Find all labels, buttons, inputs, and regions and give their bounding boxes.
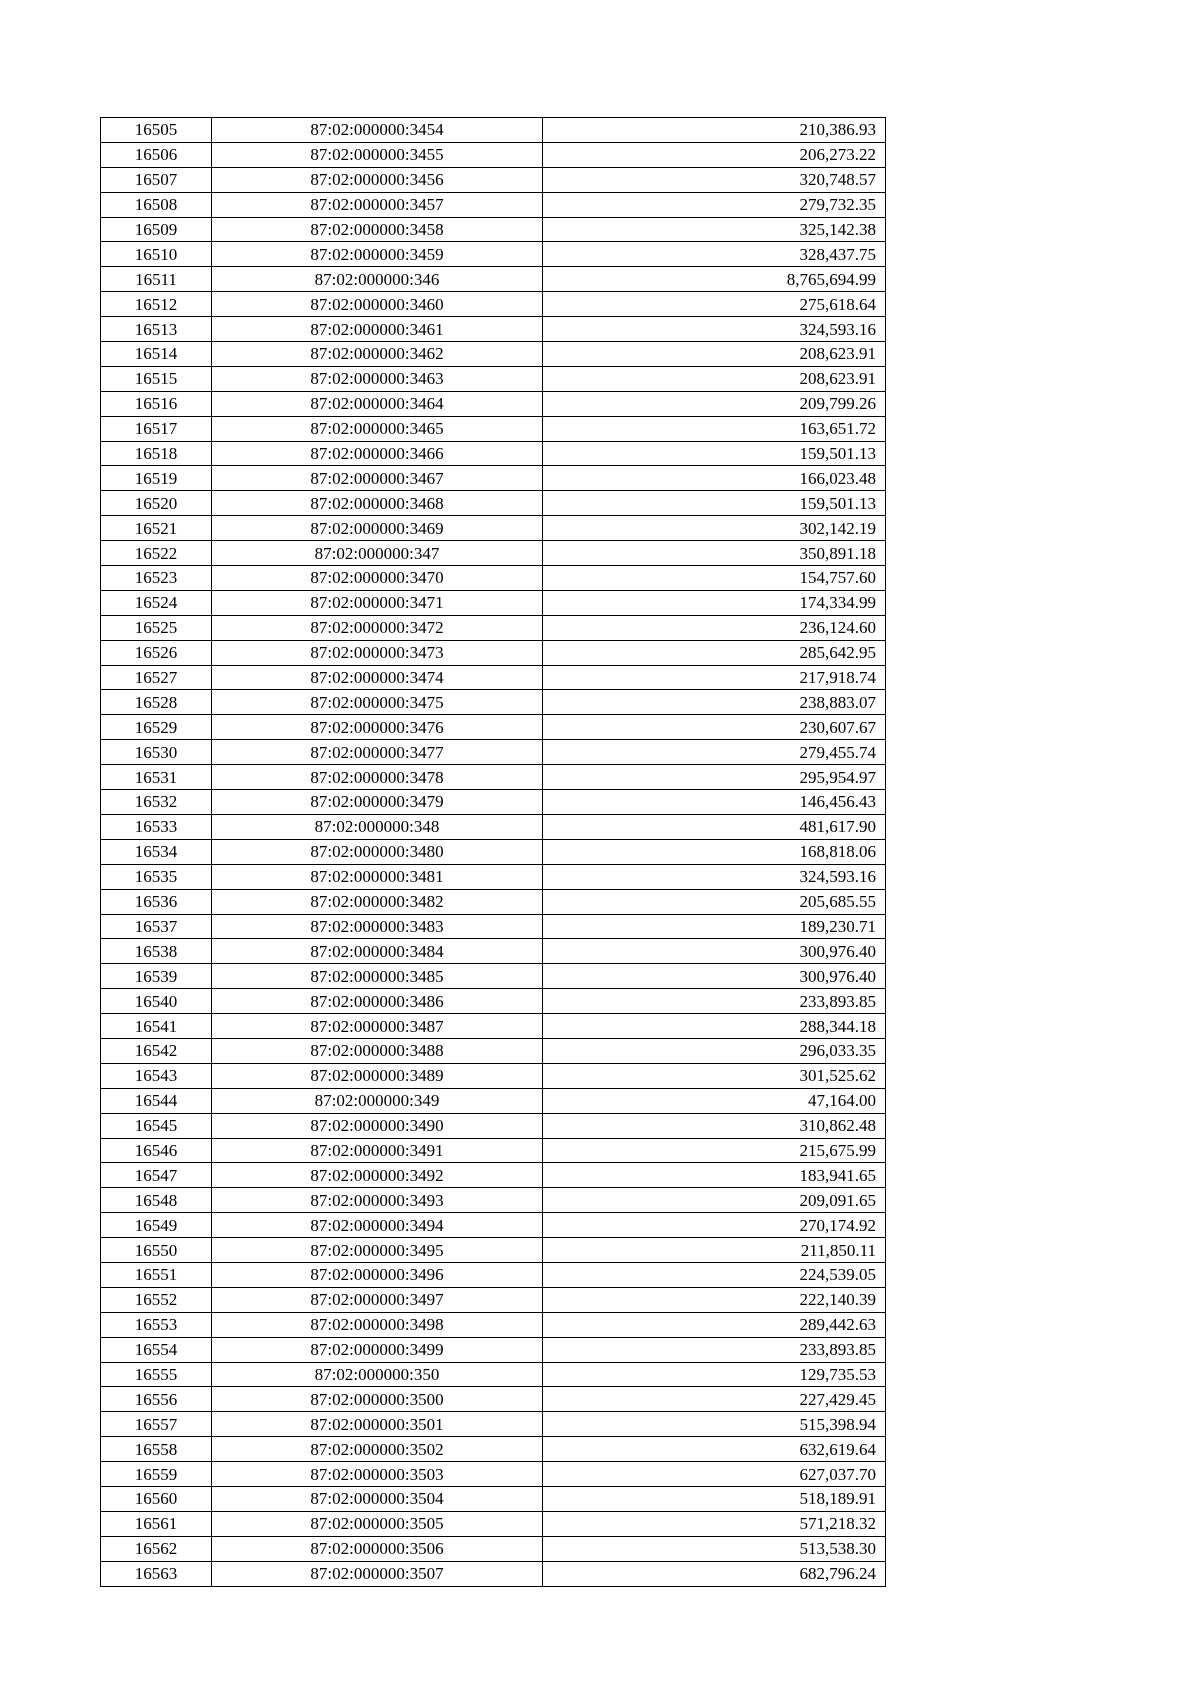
- value-cell: 209,091.65: [543, 1188, 886, 1213]
- row-number-cell: 16551: [101, 1262, 212, 1287]
- cadastral-number-cell: 87:02:000000:3462: [212, 342, 543, 367]
- row-number-cell: 16545: [101, 1113, 212, 1138]
- cadastral-number-cell: 87:02:000000:3503: [212, 1462, 543, 1487]
- row-number-cell: 16540: [101, 989, 212, 1014]
- row-number-cell: 16513: [101, 317, 212, 342]
- table-row: [101, 1014, 886, 1039]
- value-cell: 275,618.64: [543, 292, 886, 317]
- cadastral-number-cell: 87:02:000000:3483: [212, 914, 543, 939]
- cadastral-number-cell: 87:02:000000:3475: [212, 690, 543, 715]
- value-cell: 217,918.74: [543, 665, 886, 690]
- row-number-cell: 16508: [101, 192, 212, 217]
- row-number-cell: 16553: [101, 1312, 212, 1337]
- cadastral-number-cell: 87:02:000000:3494: [212, 1213, 543, 1238]
- table-row: [101, 1188, 886, 1213]
- cadastral-number-cell: 87:02:000000:3501: [212, 1412, 543, 1437]
- table-row: [101, 566, 886, 591]
- cadastral-number-cell: 87:02:000000:3466: [212, 441, 543, 466]
- table-row: [101, 317, 886, 342]
- row-number-cell: 16561: [101, 1511, 212, 1536]
- row-number-cell: 16527: [101, 665, 212, 690]
- cadastral-number-cell: 87:02:000000:3463: [212, 366, 543, 391]
- row-number-cell: 16531: [101, 765, 212, 790]
- table-row: [101, 1312, 886, 1337]
- table-row: [101, 740, 886, 765]
- value-cell: 328,437.75: [543, 242, 886, 267]
- value-cell: 279,455.74: [543, 740, 886, 765]
- cadastral-number-cell: 87:02:000000:3497: [212, 1287, 543, 1312]
- table-row: [101, 491, 886, 516]
- row-number-cell: 16507: [101, 167, 212, 192]
- row-number-cell: 16526: [101, 640, 212, 665]
- value-cell: 627,037.70: [543, 1462, 886, 1487]
- value-cell: 301,525.62: [543, 1063, 886, 1088]
- cadastral-number-cell: 87:02:000000:3471: [212, 590, 543, 615]
- table-row: [101, 1536, 886, 1561]
- row-number-cell: 16560: [101, 1486, 212, 1511]
- value-cell: 222,140.39: [543, 1287, 886, 1312]
- table-row: [101, 1262, 886, 1287]
- table-row: [101, 541, 886, 566]
- table-row: [101, 1113, 886, 1138]
- row-number-cell: 16522: [101, 541, 212, 566]
- value-cell: 302,142.19: [543, 516, 886, 541]
- row-number-cell: 16509: [101, 217, 212, 242]
- value-cell: 481,617.90: [543, 814, 886, 839]
- value-cell: 515,398.94: [543, 1412, 886, 1437]
- table-row: [101, 366, 886, 391]
- value-cell: 174,334.99: [543, 590, 886, 615]
- cadastral-number-cell: 87:02:000000:3493: [212, 1188, 543, 1213]
- cadastral-number-cell: 87:02:000000:3459: [212, 242, 543, 267]
- value-cell: 233,893.85: [543, 1337, 886, 1362]
- table-row: [101, 864, 886, 889]
- cadastral-number-cell: 87:02:000000:3482: [212, 889, 543, 914]
- table-row: [101, 242, 886, 267]
- value-cell: 168,818.06: [543, 839, 886, 864]
- cadastral-number-cell: 87:02:000000:3499: [212, 1337, 543, 1362]
- table-row: [101, 964, 886, 989]
- value-cell: 206,273.22: [543, 142, 886, 167]
- value-cell: 146,456.43: [543, 790, 886, 815]
- value-cell: 166,023.48: [543, 466, 886, 491]
- table-row: [101, 1561, 886, 1586]
- value-cell: 324,593.16: [543, 864, 886, 889]
- cadastral-number-cell: 87:02:000000:3492: [212, 1163, 543, 1188]
- cadastral-number-cell: 87:02:000000:3454: [212, 118, 543, 143]
- table-row: [101, 939, 886, 964]
- row-number-cell: 16514: [101, 342, 212, 367]
- cadastral-number-cell: 87:02:000000:3468: [212, 491, 543, 516]
- table-row: [101, 640, 886, 665]
- row-number-cell: 16550: [101, 1238, 212, 1263]
- value-cell: 47,164.00: [543, 1088, 886, 1113]
- table-row: [101, 441, 886, 466]
- cadastral-number-cell: 87:02:000000:3488: [212, 1038, 543, 1063]
- value-cell: 129,735.53: [543, 1362, 886, 1387]
- table-row: [101, 142, 886, 167]
- row-number-cell: 16549: [101, 1213, 212, 1238]
- cadastral-number-cell: 87:02:000000:350: [212, 1362, 543, 1387]
- cadastral-number-cell: 87:02:000000:3476: [212, 715, 543, 740]
- row-number-cell: 16543: [101, 1063, 212, 1088]
- row-number-cell: 16534: [101, 839, 212, 864]
- row-number-cell: 16538: [101, 939, 212, 964]
- value-cell: 233,893.85: [543, 989, 886, 1014]
- table-row: [101, 292, 886, 317]
- table-row: [101, 889, 886, 914]
- cadastral-number-cell: 87:02:000000:3456: [212, 167, 543, 192]
- table-row: [101, 765, 886, 790]
- value-cell: 310,862.48: [543, 1113, 886, 1138]
- row-number-cell: 16539: [101, 964, 212, 989]
- value-cell: 270,174.92: [543, 1213, 886, 1238]
- cadastral-number-cell: 87:02:000000:3485: [212, 964, 543, 989]
- row-number-cell: 16523: [101, 566, 212, 591]
- cadastral-number-cell: 87:02:000000:3486: [212, 989, 543, 1014]
- value-cell: 227,429.45: [543, 1387, 886, 1412]
- value-cell: 163,651.72: [543, 416, 886, 441]
- cadastral-number-cell: 87:02:000000:349: [212, 1088, 543, 1113]
- value-cell: 325,142.38: [543, 217, 886, 242]
- value-cell: 208,623.91: [543, 342, 886, 367]
- cadastral-number-cell: 87:02:000000:3489: [212, 1063, 543, 1088]
- row-number-cell: 16562: [101, 1536, 212, 1561]
- table-row: [101, 192, 886, 217]
- row-number-cell: 16552: [101, 1287, 212, 1312]
- table-row: [101, 1238, 886, 1263]
- table-row: [101, 1163, 886, 1188]
- value-cell: 285,642.95: [543, 640, 886, 665]
- row-number-cell: 16517: [101, 416, 212, 441]
- table-row: [101, 1437, 886, 1462]
- cadastral-number-cell: 87:02:000000:3481: [212, 864, 543, 889]
- cadastral-number-cell: 87:02:000000:3498: [212, 1312, 543, 1337]
- row-number-cell: 16530: [101, 740, 212, 765]
- value-cell: 238,883.07: [543, 690, 886, 715]
- table-row: [101, 167, 886, 192]
- table-row: [101, 715, 886, 740]
- row-number-cell: 16520: [101, 491, 212, 516]
- table-row: [101, 814, 886, 839]
- row-number-cell: 16532: [101, 790, 212, 815]
- value-cell: 632,619.64: [543, 1437, 886, 1462]
- table-row: [101, 1287, 886, 1312]
- value-cell: 205,685.55: [543, 889, 886, 914]
- table-row: [101, 267, 886, 292]
- value-cell: 296,033.35: [543, 1038, 886, 1063]
- table-row: [101, 1063, 886, 1088]
- table-row: [101, 391, 886, 416]
- cadastral-number-cell: 87:02:000000:3461: [212, 317, 543, 342]
- value-cell: 8,765,694.99: [543, 267, 886, 292]
- value-cell: 300,976.40: [543, 939, 886, 964]
- table-row: [101, 590, 886, 615]
- table-row: [101, 118, 886, 143]
- row-number-cell: 16547: [101, 1163, 212, 1188]
- cadastral-number-cell: 87:02:000000:3496: [212, 1262, 543, 1287]
- cadastral-number-cell: 87:02:000000:3495: [212, 1238, 543, 1263]
- table-row: [101, 690, 886, 715]
- row-number-cell: 16505: [101, 118, 212, 143]
- row-number-cell: 16518: [101, 441, 212, 466]
- table-row: [101, 615, 886, 640]
- cadastral-number-cell: 87:02:000000:3458: [212, 217, 543, 242]
- table-row: [101, 1088, 886, 1113]
- cadastral-number-cell: 87:02:000000:3474: [212, 665, 543, 690]
- value-cell: 571,218.32: [543, 1511, 886, 1536]
- row-number-cell: 16525: [101, 615, 212, 640]
- row-number-cell: 16521: [101, 516, 212, 541]
- value-cell: 324,593.16: [543, 317, 886, 342]
- row-number-cell: 16529: [101, 715, 212, 740]
- value-cell: 289,442.63: [543, 1312, 886, 1337]
- cadastral-number-cell: 87:02:000000:3467: [212, 466, 543, 491]
- value-cell: 224,539.05: [543, 1262, 886, 1287]
- value-cell: 279,732.35: [543, 192, 886, 217]
- value-cell: 209,799.26: [543, 391, 886, 416]
- row-number-cell: 16555: [101, 1362, 212, 1387]
- cadastral-number-cell: 87:02:000000:3477: [212, 740, 543, 765]
- row-number-cell: 16558: [101, 1437, 212, 1462]
- cadastral-number-cell: 87:02:000000:3469: [212, 516, 543, 541]
- table-row: [101, 1362, 886, 1387]
- table-row: [101, 416, 886, 441]
- cadastral-number-cell: 87:02:000000:3473: [212, 640, 543, 665]
- table-row: [101, 1138, 886, 1163]
- table-row: [101, 1038, 886, 1063]
- cadastral-number-cell: 87:02:000000:3490: [212, 1113, 543, 1138]
- row-number-cell: 16516: [101, 391, 212, 416]
- value-cell: 210,386.93: [543, 118, 886, 143]
- row-number-cell: 16541: [101, 1014, 212, 1039]
- row-number-cell: 16559: [101, 1462, 212, 1487]
- value-cell: 513,538.30: [543, 1536, 886, 1561]
- row-number-cell: 16506: [101, 142, 212, 167]
- cadastral-number-cell: 87:02:000000:3506: [212, 1536, 543, 1561]
- value-cell: 300,976.40: [543, 964, 886, 989]
- cadastral-number-cell: 87:02:000000:346: [212, 267, 543, 292]
- table-row: [101, 914, 886, 939]
- row-number-cell: 16524: [101, 590, 212, 615]
- table-row: [101, 1412, 886, 1437]
- table-row: [101, 516, 886, 541]
- table-row: [101, 1387, 886, 1412]
- row-number-cell: 16528: [101, 690, 212, 715]
- value-cell: 320,748.57: [543, 167, 886, 192]
- table-row: [101, 1337, 886, 1362]
- cadastral-number-cell: 87:02:000000:3507: [212, 1561, 543, 1586]
- row-number-cell: 16544: [101, 1088, 212, 1113]
- cadastral-number-cell: 87:02:000000:3502: [212, 1437, 543, 1462]
- row-number-cell: 16510: [101, 242, 212, 267]
- row-number-cell: 16519: [101, 466, 212, 491]
- value-cell: 518,189.91: [543, 1486, 886, 1511]
- row-number-cell: 16537: [101, 914, 212, 939]
- value-cell: 159,501.13: [543, 441, 886, 466]
- value-cell: 208,623.91: [543, 366, 886, 391]
- cadastral-number-cell: 87:02:000000:347: [212, 541, 543, 566]
- row-number-cell: 16554: [101, 1337, 212, 1362]
- row-number-cell: 16557: [101, 1412, 212, 1437]
- cadastral-number-cell: 87:02:000000:3500: [212, 1387, 543, 1412]
- row-number-cell: 16535: [101, 864, 212, 889]
- table-row: [101, 1486, 886, 1511]
- value-cell: 159,501.13: [543, 491, 886, 516]
- table-row: [101, 1511, 886, 1536]
- row-number-cell: 16548: [101, 1188, 212, 1213]
- value-cell: 189,230.71: [543, 914, 886, 939]
- value-cell: 215,675.99: [543, 1138, 886, 1163]
- cadastral-number-cell: 87:02:000000:3455: [212, 142, 543, 167]
- table-row: [101, 217, 886, 242]
- row-number-cell: 16563: [101, 1561, 212, 1586]
- table-body: [101, 118, 886, 1587]
- table-row: [101, 665, 886, 690]
- cadastral-number-cell: 87:02:000000:3484: [212, 939, 543, 964]
- value-cell: 682,796.24: [543, 1561, 886, 1586]
- value-cell: 183,941.65: [543, 1163, 886, 1188]
- table-row: [101, 790, 886, 815]
- table-row: [101, 466, 886, 491]
- cadastral-number-cell: 87:02:000000:3457: [212, 192, 543, 217]
- value-cell: 288,344.18: [543, 1014, 886, 1039]
- row-number-cell: 16533: [101, 814, 212, 839]
- row-number-cell: 16512: [101, 292, 212, 317]
- cadastral-number-cell: 87:02:000000:3460: [212, 292, 543, 317]
- cadastral-number-cell: 87:02:000000:3491: [212, 1138, 543, 1163]
- row-number-cell: 16515: [101, 366, 212, 391]
- table-row: [101, 1462, 886, 1487]
- value-cell: 154,757.60: [543, 566, 886, 591]
- cadastral-number-cell: 87:02:000000:3505: [212, 1511, 543, 1536]
- row-number-cell: 16511: [101, 267, 212, 292]
- cadastral-number-cell: 87:02:000000:3470: [212, 566, 543, 591]
- cadastral-number-cell: 87:02:000000:3465: [212, 416, 543, 441]
- value-cell: 211,850.11: [543, 1238, 886, 1263]
- row-number-cell: 16536: [101, 889, 212, 914]
- table-row: [101, 1213, 886, 1238]
- table-row: [101, 342, 886, 367]
- cadastral-number-cell: 87:02:000000:3478: [212, 765, 543, 790]
- cadastral-number-cell: 87:02:000000:3504: [212, 1486, 543, 1511]
- cadastral-number-cell: 87:02:000000:3472: [212, 615, 543, 640]
- cadastral-number-cell: 87:02:000000:348: [212, 814, 543, 839]
- row-number-cell: 16556: [101, 1387, 212, 1412]
- table-row: [101, 989, 886, 1014]
- cadastral-number-cell: 87:02:000000:3487: [212, 1014, 543, 1039]
- value-cell: 230,607.67: [543, 715, 886, 740]
- row-number-cell: 16542: [101, 1038, 212, 1063]
- value-cell: 295,954.97: [543, 765, 886, 790]
- value-cell: 350,891.18: [543, 541, 886, 566]
- cadastral-number-cell: 87:02:000000:3464: [212, 391, 543, 416]
- row-number-cell: 16546: [101, 1138, 212, 1163]
- cadastral-value-table: [100, 117, 886, 1587]
- table-row: [101, 839, 886, 864]
- cadastral-number-cell: 87:02:000000:3480: [212, 839, 543, 864]
- value-cell: 236,124.60: [543, 615, 886, 640]
- cadastral-number-cell: 87:02:000000:3479: [212, 790, 543, 815]
